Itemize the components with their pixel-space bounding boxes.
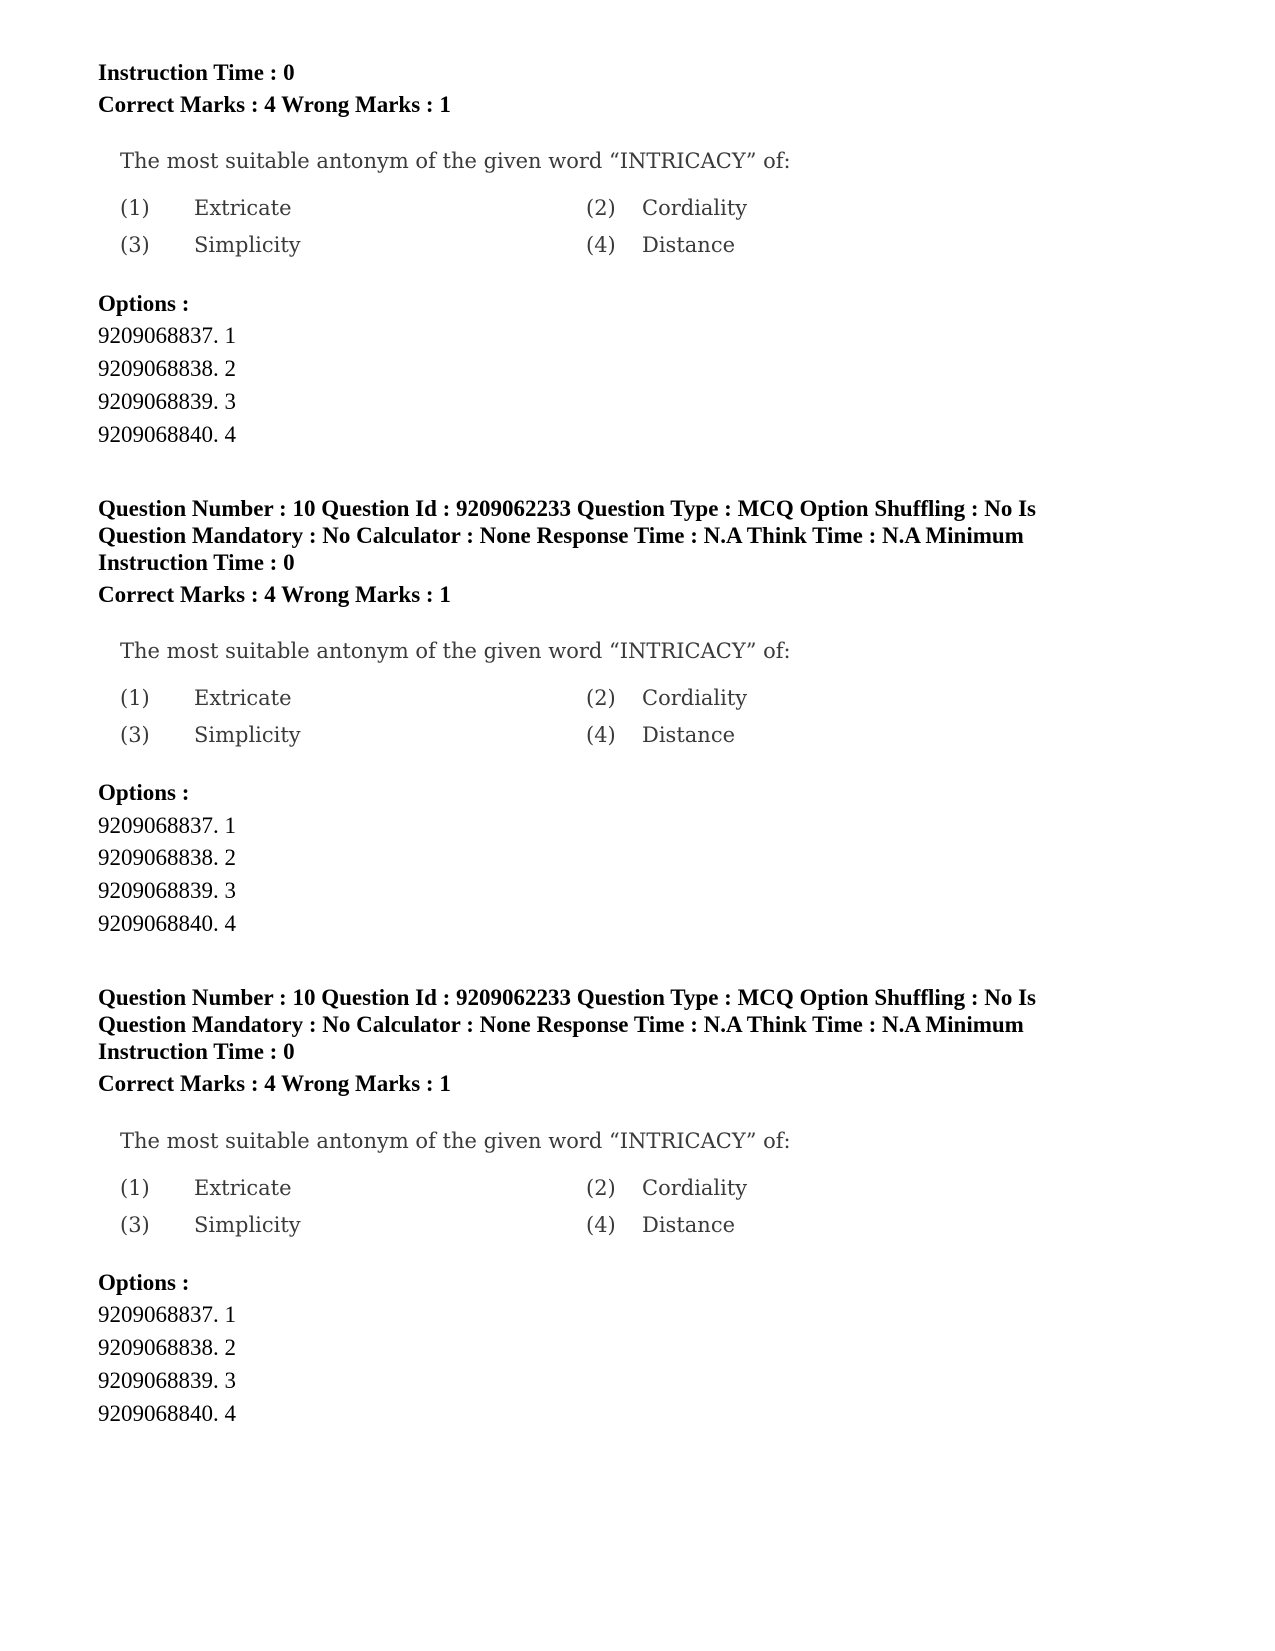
instruction-time-line: Instruction Time : 0 bbox=[98, 60, 295, 85]
choice-label: Distance bbox=[642, 1213, 736, 1237]
option-line: 9209068839. 3 bbox=[98, 389, 236, 414]
question-header-line: Question Mandatory : No Calculator : None Response Time : N.A Think Time : N.A Minimum bbox=[98, 523, 1024, 548]
option-line: 9209068840. 4 bbox=[98, 1401, 236, 1426]
choice-label: Distance bbox=[642, 723, 736, 747]
option-line: 9209068837. 1 bbox=[98, 813, 236, 838]
choice-number: (2) bbox=[586, 1176, 616, 1200]
question-text: The most suitable antonym of the given word “INTRICACY” of: bbox=[120, 639, 791, 663]
choice-label: Extricate bbox=[194, 686, 292, 710]
option-line: 9209068837. 1 bbox=[98, 323, 236, 348]
question-header-line: Instruction Time : 0 bbox=[98, 1039, 295, 1064]
choice-label: Distance bbox=[642, 233, 736, 257]
choice-number: (4) bbox=[586, 233, 616, 257]
choice-label: Simplicity bbox=[194, 1213, 301, 1237]
options-title: Options : bbox=[98, 291, 190, 316]
choice-number: (3) bbox=[120, 233, 150, 257]
question-image bbox=[98, 1126, 858, 1266]
choice-label: Simplicity bbox=[194, 233, 301, 257]
choice-label: Cordiality bbox=[642, 1176, 748, 1200]
question-text: The most suitable antonym of the given word “INTRICACY” of: bbox=[120, 149, 791, 173]
question-image bbox=[98, 146, 858, 286]
options-title: Options : bbox=[98, 780, 190, 805]
choice-label: Cordiality bbox=[642, 196, 748, 220]
choice-number: (4) bbox=[586, 1213, 616, 1237]
choice-number: (1) bbox=[120, 1176, 150, 1200]
option-line: 9209068839. 3 bbox=[98, 1368, 236, 1393]
choice-label: Extricate bbox=[194, 196, 292, 220]
option-line: 9209068840. 4 bbox=[98, 422, 236, 447]
option-line: 9209068838. 2 bbox=[98, 845, 236, 870]
choice-number: (1) bbox=[120, 686, 150, 710]
question-header-line: Question Number : 10 Question Id : 9209062233 Question Type : MCQ Option Shuffling : No Is bbox=[98, 985, 1037, 1010]
question-header-line: Instruction Time : 0 bbox=[98, 550, 295, 575]
choice-number: (2) bbox=[586, 196, 616, 220]
choice-number: (3) bbox=[120, 1213, 150, 1237]
choice-number: (1) bbox=[120, 196, 150, 220]
choice-label: Cordiality bbox=[642, 686, 748, 710]
question-header-line: Question Mandatory : No Calculator : None Response Time : N.A Think Time : N.A Minimum bbox=[98, 1012, 1024, 1037]
option-line: 9209068839. 3 bbox=[98, 878, 236, 903]
option-line: 9209068840. 4 bbox=[98, 911, 236, 936]
marks-line: Correct Marks : 4 Wrong Marks : 1 bbox=[98, 92, 451, 117]
choice-number: (4) bbox=[586, 723, 616, 747]
question-text: The most suitable antonym of the given word “INTRICACY” of: bbox=[120, 1129, 791, 1153]
choice-number: (3) bbox=[120, 723, 150, 747]
marks-line: Correct Marks : 4 Wrong Marks : 1 bbox=[98, 582, 451, 607]
question-image bbox=[98, 636, 858, 776]
choice-label: Simplicity bbox=[194, 723, 301, 747]
option-line: 9209068838. 2 bbox=[98, 356, 236, 381]
marks-line: Correct Marks : 4 Wrong Marks : 1 bbox=[98, 1071, 451, 1096]
choice-number: (2) bbox=[586, 686, 616, 710]
question-header-line: Question Number : 10 Question Id : 9209062233 Question Type : MCQ Option Shuffling : No Is bbox=[98, 496, 1037, 521]
option-line: 9209068837. 1 bbox=[98, 1302, 236, 1327]
options-title: Options : bbox=[98, 1270, 190, 1295]
option-line: 9209068838. 2 bbox=[98, 1335, 236, 1360]
choice-label: Extricate bbox=[194, 1176, 292, 1200]
